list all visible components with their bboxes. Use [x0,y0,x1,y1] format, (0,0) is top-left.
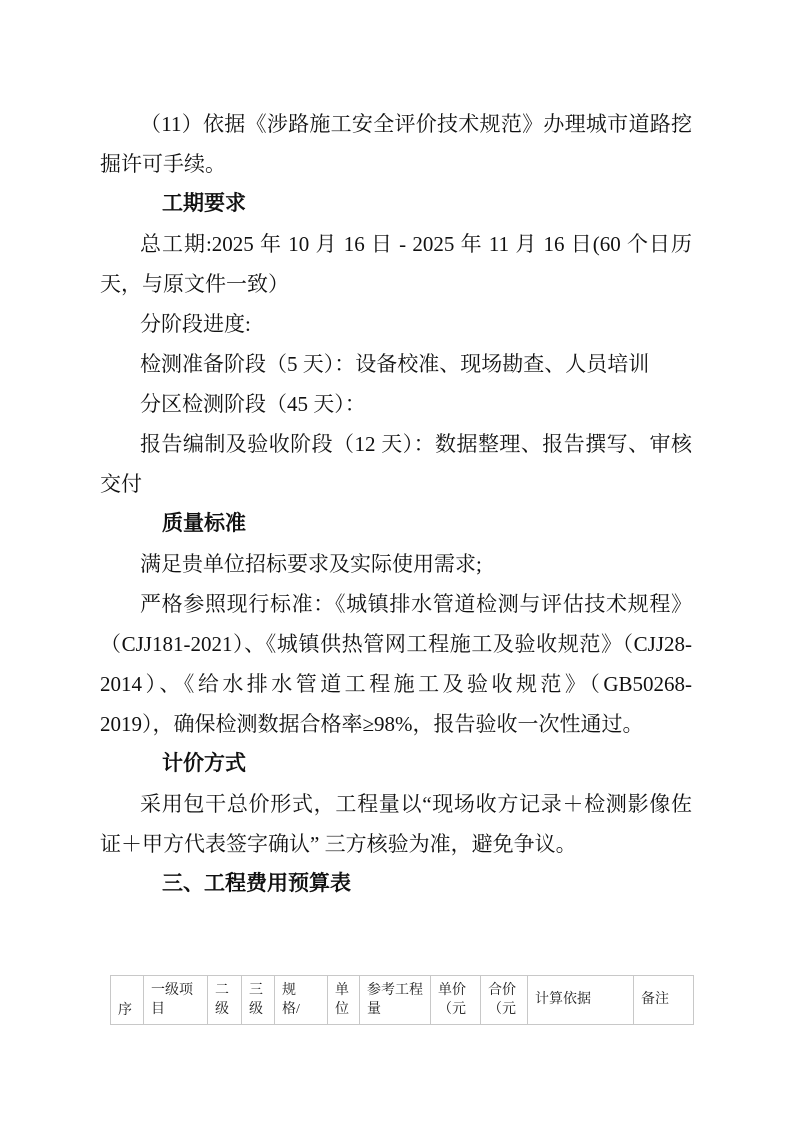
header-cell-unit-price-line1: 单价 [438,982,466,998]
header-cell-remarks-line1: 备注 [641,992,669,1007]
header-cell-level1-line1: 一级项 [151,982,193,998]
header-cell-calc-basis-line1: 计算依据 [535,992,591,1007]
header-cell-remarks [634,976,694,1025]
header-cell-ref-quantity-line2: 量 [367,1001,381,1017]
paragraph-quality-standards: 严格参照现行标准：《城镇排水管道检测与评估技术规程》（CJJ181-2021）、《城镇供热管网工程施工及验收规范》（CJJ28-2014）、《给水排水管道工程施工及验收规范》（GB50268-2019），确保检测数据合格率≥98%，报告验收一次性通过。 [100,592,692,736]
header-cell-calc-basis [528,976,634,1025]
header-cell-level3-line1: 三 [249,982,263,998]
paragraph-quality-requirement: 满足贵单位招标要求及实际使用需求; [140,552,482,576]
header-cell-unit [328,976,360,1025]
header-cell-level2-line1: 二 [215,982,229,998]
paragraph-total-duration: 总工期:2025 年 10 月 16 日 - 2025 年 11 月 16 日(60 个日历天，与原文件一致） [100,232,692,296]
header-cell-total-price-line1: 合价 [488,982,516,998]
header-cell-level1-item [144,976,208,1025]
paragraph-phased-progress-label: 分阶段进度: [140,312,251,336]
budget-table [110,975,694,1025]
heading-pricing-method: 计价方式 [162,752,246,775]
header-cell-spec [275,976,328,1025]
paragraph-phase-preparation: 检测准备阶段（5 天）：设备校准、现场勘查、人员培训 [140,352,650,376]
heading-duration-requirements: 工期要求 [162,192,246,215]
paragraph-pricing-body: 采用包干总价形式，工程量以“现场收方记录＋检测影像佐证＋甲方代表签字确认” 三方核验为准，避免争议。 [100,792,692,856]
header-cell-level3 [242,976,275,1025]
header-cell-unit-price-line2: （元 [438,1001,466,1017]
header-cell-seq [111,976,144,1025]
header-cell-level3-line2: 级 [249,1001,263,1017]
header-cell-level1-line2: 目 [151,1001,165,1017]
document-body [100,104,692,904]
paragraph-phase-zone-detection: 分区检测阶段（45 天）： [140,392,366,416]
header-cell-total-price [481,976,528,1025]
header-cell-spec-line1: 规 [282,982,296,998]
paragraph-phase-report-acceptance: 报告编制及验收阶段（12 天）：数据整理、报告撰写、审核交付 [100,432,692,496]
header-cell-spec-line2: 格/ [282,1001,300,1017]
header-cell-unit-line2: 位 [335,1001,349,1017]
header-cell-total-price-line2: （元 [488,1001,516,1017]
header-cell-level2 [208,976,242,1025]
header-cell-ref-quantity [360,976,431,1025]
header-cell-unit-line1: 单 [335,982,349,998]
heading-budget-table-title: 三、工程费用预算表 [162,872,351,895]
header-cell-level2-line2: 级 [215,1001,229,1017]
header-cell-ref-quantity-line1: 参考工程 [367,982,423,998]
header-cell-seq-line1: 序 [118,1003,132,1018]
heading-quality-standard: 质量标准 [162,512,246,535]
paragraph-permit-item: （11）依据《涉路施工安全评价技术规范》办理城市道路挖掘许可手续。 [100,112,692,176]
budget-table-header-row [111,976,694,1025]
header-cell-unit-price [431,976,481,1025]
